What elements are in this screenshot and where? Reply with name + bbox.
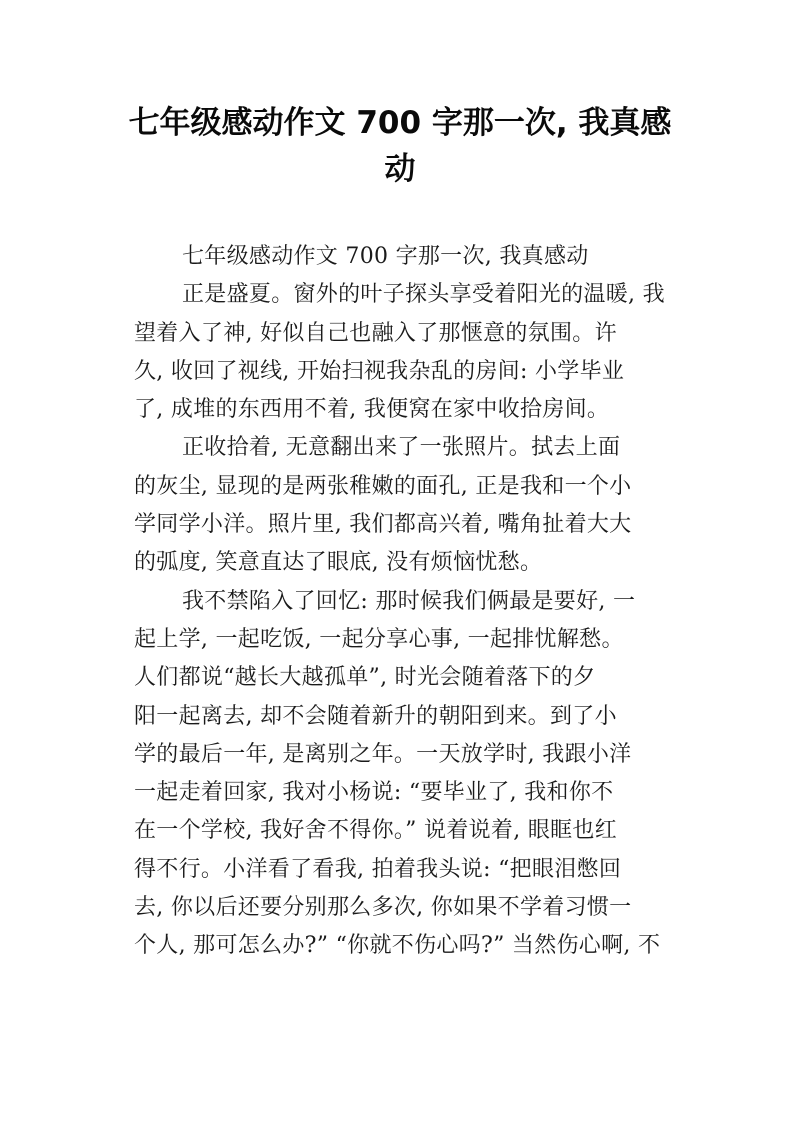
paragraph-3-line-10: 个人, 那可怎么办?” “你就不伤心吗?” 当然伤心啊, 不 (134, 933, 661, 959)
paragraph-2-line-2: 的灰尘, 显现的是两张稚嫩的面孔, 正是我和一个小 (134, 473, 632, 499)
paragraph-3-line-5: 学的最后一年, 是离别之年。一天放学时, 我跟小洋 (134, 741, 632, 767)
paragraph-3-line-6: 一起走着回家, 我对小杨说: “要毕业了, 我和你不 (134, 780, 614, 806)
paragraph-1-line-2: 望着入了神, 好似自己也融入了那惬意的氛围。许 (134, 320, 617, 346)
document-title (100, 100, 700, 192)
paragraph-1-line-4: 了, 成堆的东西用不着, 我便窝在家中收拾房间。 (134, 397, 610, 423)
paragraph-3-line-2: 起上学, 一起吃饭, 一起分享心事, 一起排忧解愁。 (134, 626, 624, 652)
paragraph-2-line-1: 正收拾着, 无意翻出来了一张照片。拭去上面 (182, 435, 621, 461)
document-body (134, 238, 734, 966)
title-line-2: 动 (384, 151, 416, 187)
paragraph-3-line-1: 我不禁陷入了回忆: 那时候我们俩最是要好, 一 (182, 588, 636, 614)
paragraph-1-line-3: 久, 收回了视线, 开始扫视我杂乱的房间: 小学毕业 (134, 358, 625, 384)
paragraph-1-line-1: 正是盛夏。窗外的叶子探头享受着阳光的温暖, 我 (182, 282, 665, 308)
paragraph-3-line-7: 在一个学校, 我好舍不得你。” 说着说着, 眼眶也红 (134, 818, 618, 844)
paragraph-3-line-9: 去, 你以后还要分别那么多次, 你如果不学着习惯一 (134, 895, 632, 921)
paragraph-3-line-3: 人们都说“越长大越孤单”, 时光会随着落下的夕 (134, 665, 596, 691)
paragraph-3-line-4: 阳一起离去, 却不会随着新升的朝阳到来。到了小 (134, 703, 617, 729)
paragraph-2-line-3: 学同学小洋。照片里, 我们都高兴着, 嘴角扯着大大 (134, 512, 632, 538)
paragraph-2-line-4: 的弧度, 笑意直达了眼底, 没有烦恼忧愁。 (134, 550, 543, 576)
subtitle-line: 七年级感动作文 700 字那一次, 我真感动 (182, 244, 589, 269)
paragraph-3-line-8: 得不行。小洋看了看我, 拍着我头说: “把眼泪憋回 (134, 856, 622, 882)
title-line-1: 七年级感动作文 700 字那一次, 我真感 (128, 105, 672, 141)
